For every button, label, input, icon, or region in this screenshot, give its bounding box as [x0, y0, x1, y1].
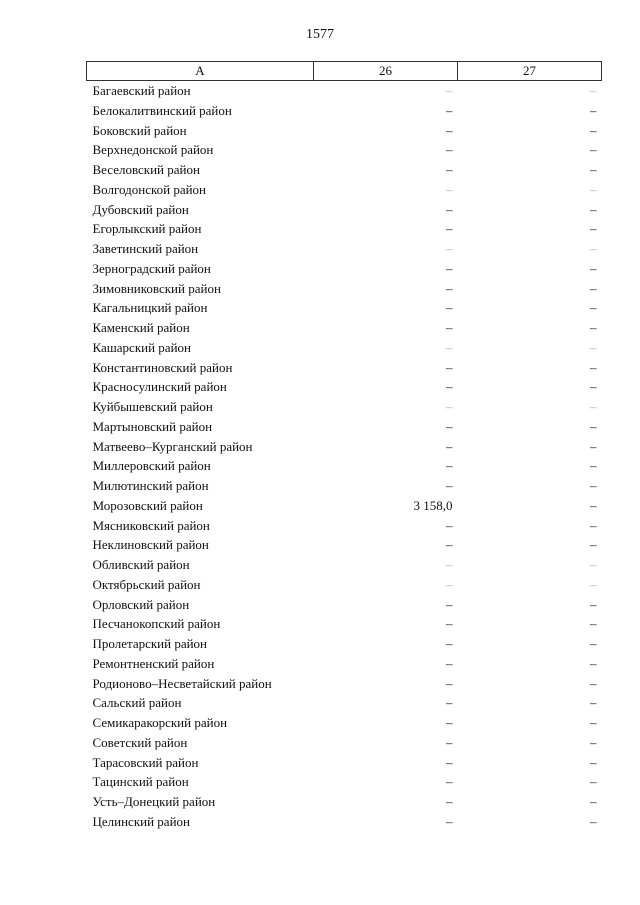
table-row: [87, 713, 602, 733]
table-row: [87, 733, 602, 753]
value-cell-26: –: [446, 399, 453, 414]
table-row: [87, 377, 602, 397]
page-number: 1577: [306, 27, 334, 42]
table-row: [87, 200, 602, 220]
district-name-cell: Советский район: [92, 734, 188, 750]
district-name-cell: Матвеево–Курганский район: [92, 438, 253, 454]
value-cell-27: –: [590, 675, 597, 691]
value-cell-27: –: [590, 418, 597, 434]
district-name-cell: Красносулинский район: [92, 379, 227, 395]
value-cell-27: –: [590, 241, 597, 256]
value-cell-27: –: [590, 181, 597, 197]
table-row: [87, 476, 602, 496]
table-row: [87, 555, 602, 575]
table-row: [87, 358, 602, 378]
value-cell-26: –: [446, 478, 453, 493]
value-cell-26: –: [446, 418, 453, 434]
value-cell-27: –: [590, 596, 597, 612]
value-cell-26: –: [446, 320, 453, 335]
value-cell-27: –: [590, 260, 597, 276]
table-row: [87, 456, 602, 476]
value-cell-27: –: [590, 102, 597, 118]
value-cell-27: –: [590, 142, 597, 158]
value-cell-27: –: [590, 576, 597, 592]
value-cell-26: –: [446, 280, 453, 296]
value-cell-26: –: [446, 438, 453, 454]
value-cell-26: –: [446, 517, 453, 533]
district-name-cell: Пролетарский район: [92, 636, 208, 651]
value-cell-27: –: [590, 458, 597, 474]
value-cell-26: –: [446, 221, 453, 237]
value-cell-27: –: [590, 162, 597, 177]
district-name-cell: Боковский район: [92, 122, 187, 138]
value-cell-26: –: [446, 715, 453, 730]
value-cell-27: –: [590, 359, 597, 375]
value-cell-27: –: [590, 616, 597, 632]
value-cell-26: –: [446, 458, 453, 474]
value-cell-27: –: [590, 478, 597, 493]
district-name-cell: Мартыновский район: [92, 418, 213, 434]
district-name-cell: Егорлыкский район: [92, 221, 202, 237]
value-cell-27: –: [590, 715, 597, 730]
value-cell-27: –: [590, 497, 597, 513]
district-name-cell: Куйбышевский район: [92, 399, 213, 414]
value-cell-27: –: [590, 122, 597, 138]
table-row: [87, 219, 602, 239]
value-cell-27: –: [590, 557, 597, 572]
value-cell-26: 3 158,0: [413, 497, 453, 513]
value-cell-26: –: [446, 576, 453, 592]
table-row: [87, 239, 602, 259]
value-cell-26: –: [446, 181, 453, 197]
value-cell-27: –: [590, 280, 597, 296]
table-row: [87, 437, 602, 457]
table-row: [87, 279, 602, 299]
table-row: [87, 693, 602, 713]
value-cell-27: –: [590, 537, 597, 553]
value-cell-26: –: [446, 754, 453, 770]
value-cell-27: –: [590, 774, 597, 790]
value-cell-27: –: [590, 339, 597, 355]
table-row: [87, 259, 602, 279]
value-cell-26: –: [446, 537, 453, 553]
district-name-cell: Зимовниковский район: [92, 280, 221, 296]
value-cell-26: –: [446, 122, 453, 138]
header-row: [87, 62, 602, 81]
value-cell-26: –: [446, 596, 453, 612]
district-name-cell: Неклиновский район: [92, 537, 209, 553]
value-cell-27: –: [590, 438, 597, 454]
table-row: [87, 397, 602, 417]
value-cell-27: –: [590, 813, 597, 829]
table-row: [87, 496, 602, 516]
district-name-cell: Заветинский район: [92, 241, 199, 256]
district-name-cell: Веселовский район: [92, 162, 200, 177]
district-name-cell: Сальский район: [92, 695, 182, 711]
value-cell-26: –: [446, 794, 453, 809]
district-name-cell: Кагальницкий район: [92, 300, 208, 316]
value-cell-27: –: [590, 636, 597, 651]
table-row: [87, 160, 602, 180]
table-row: [87, 654, 602, 674]
district-name-cell: Волгодонской район: [92, 181, 207, 197]
value-cell-27: –: [590, 695, 597, 711]
district-name-cell: Тарасовский район: [92, 754, 199, 770]
table-body: [87, 81, 602, 832]
table-row: [87, 140, 602, 160]
value-cell-26: –: [446, 774, 453, 790]
value-cell-26: –: [446, 557, 453, 572]
district-name-cell: Тацинский район: [92, 774, 189, 790]
value-cell-26: –: [446, 813, 453, 829]
value-cell-26: –: [446, 616, 453, 632]
value-cell-26: –: [446, 636, 453, 651]
value-cell-26: –: [446, 241, 453, 256]
district-name-cell: Родионово–Несветайский район: [92, 675, 272, 691]
value-cell-26: –: [446, 339, 453, 355]
value-cell-26: –: [446, 142, 453, 158]
district-name-cell: Верхнедонской район: [92, 142, 214, 158]
value-cell-26: –: [446, 201, 453, 217]
table-row: [87, 516, 602, 536]
table-row: [87, 595, 602, 615]
district-name-cell: Багаевский район: [92, 83, 191, 98]
district-name-cell: Октябрьский район: [92, 576, 201, 592]
table-row: [87, 614, 602, 634]
table-header: [87, 62, 602, 81]
value-cell-26: –: [446, 734, 453, 750]
district-name-cell: Семикаракорский район: [92, 715, 228, 730]
value-cell-26: –: [446, 359, 453, 375]
district-name-cell: Ремонтненский район: [92, 655, 215, 671]
district-name-cell: Каменский район: [92, 320, 190, 335]
table-row: [87, 535, 602, 555]
value-cell-27: –: [590, 754, 597, 770]
table-row: [87, 338, 602, 358]
value-cell-27: –: [590, 399, 597, 414]
district-name-cell: Орловский район: [92, 596, 190, 612]
value-cell-26: –: [446, 102, 453, 118]
header-cell-27: 27: [458, 62, 602, 81]
value-cell-26: –: [446, 379, 453, 395]
header-cell-26: 26: [314, 62, 458, 81]
table-row: [87, 180, 602, 200]
district-name-cell: Миллеровский район: [92, 458, 211, 474]
value-cell-27: –: [590, 221, 597, 237]
value-cell-26: –: [446, 655, 453, 671]
district-name-cell: Кашарский район: [92, 339, 191, 355]
value-cell-26: –: [446, 83, 453, 98]
value-cell-26: –: [446, 695, 453, 711]
table-row: [87, 792, 602, 812]
header-cell-a: А: [87, 62, 314, 81]
table-row: [87, 121, 602, 141]
value-cell-27: –: [590, 201, 597, 217]
district-name-cell: Обливский район: [92, 557, 190, 572]
district-name-cell: Дубовский район: [92, 201, 189, 217]
value-cell-27: –: [590, 794, 597, 809]
district-name-cell: Песчанокопский район: [92, 616, 221, 632]
district-name-cell: Мясниковский район: [92, 517, 210, 533]
value-cell-26: –: [446, 675, 453, 691]
table-row: [87, 634, 602, 654]
data-table: [86, 61, 602, 832]
table-row: [87, 318, 602, 338]
table-row: [87, 298, 602, 318]
value-cell-27: –: [590, 320, 597, 335]
value-cell-27: –: [590, 379, 597, 395]
district-name-cell: Целинский район: [92, 813, 190, 829]
district-name-cell: Морозовский район: [92, 497, 203, 513]
table-row: [87, 101, 602, 121]
value-cell-27: –: [590, 655, 597, 671]
table-row: [87, 753, 602, 773]
value-cell-27: –: [590, 83, 597, 98]
district-name-cell: Усть–Донецкий район: [92, 794, 216, 809]
district-name-cell: Константиновский район: [92, 359, 233, 375]
value-cell-27: –: [590, 517, 597, 533]
district-name-cell: Зерноградский район: [92, 260, 211, 276]
table-row: [87, 417, 602, 437]
table-row: [87, 674, 602, 694]
value-cell-27: –: [590, 734, 597, 750]
district-name-cell: Милютинский район: [92, 478, 209, 493]
table-row: [87, 81, 602, 101]
table-row: [87, 575, 602, 595]
value-cell-27: –: [590, 300, 597, 316]
district-name-cell: Белокалитвинский район: [92, 102, 232, 118]
table-row: [87, 812, 602, 832]
value-cell-26: –: [446, 260, 453, 276]
table-row: [87, 772, 602, 792]
value-cell-26: –: [446, 300, 453, 316]
value-cell-26: –: [446, 162, 453, 177]
